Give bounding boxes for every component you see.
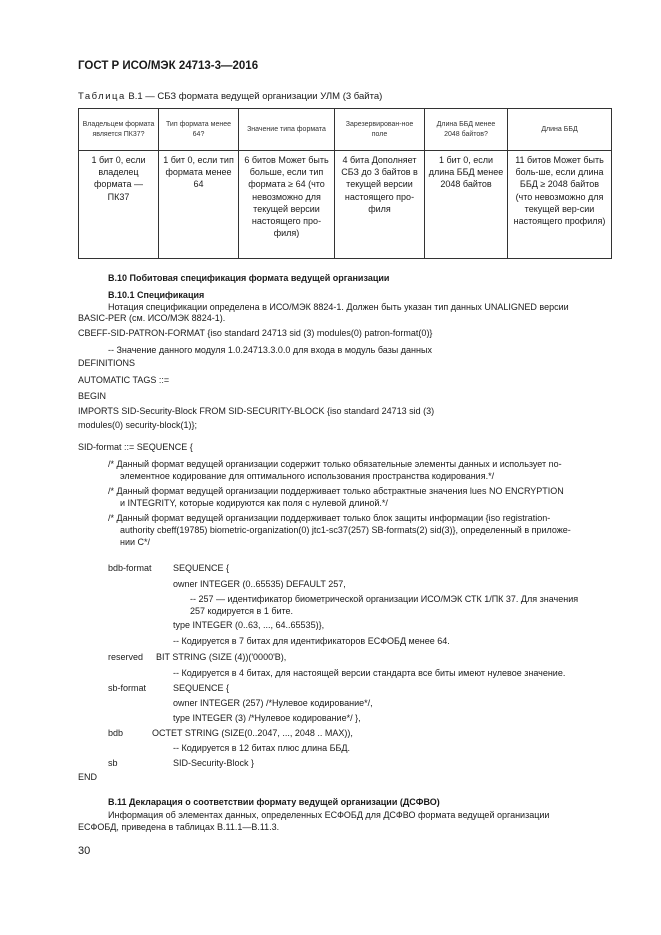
paragraph-line: BASIC-PER (см. ИСО/МЭК 8824-1). (78, 313, 226, 323)
code-comment: элементное кодирование для оптимального использования пространства кодирования.*/ (120, 471, 495, 481)
field-value: SID-Security-Block } (173, 758, 255, 768)
code-comment: -- 257 — идентификатор биометрической организации ИСО/МЭК СТК 1/ПК 37. Для значения (190, 594, 579, 604)
table-cell: 1 бит 0, если длина ББД менее 2048 байтов (425, 151, 508, 259)
table-header-cell: Владельцем формата является ПК37? (79, 109, 159, 151)
code-comment: /* Данный формат ведущей организации содержит только обязательные элементы данных и использует no- (108, 459, 562, 469)
document-header: ГОСТ Р ИСО/МЭК 24713-3—2016 (78, 60, 259, 72)
table-caption (78, 91, 382, 102)
section-heading-b10-1: В.10.1 Спецификация (108, 290, 205, 300)
code-comment: 257 кодируется в 1 бите. (190, 606, 294, 616)
code-comment: -- Значение данного модуля 1.0.24713.3.0.0 для входа в модуль базы данных (108, 345, 432, 355)
code-comment: authority cbeff(19785) biometric-organization(0) jtc1-sc37(257) SB-formats(2) sid(3)}, определенный в приложе- (120, 525, 571, 535)
table-cell: 11 битов Может быть боль-ше, если длина ББД ≥ 2048 байтов (что невозможно для текущей вер-сии настоящего профиля) (508, 151, 612, 259)
field-name: sb (108, 758, 118, 768)
field-value: SEQUENCE { (173, 683, 230, 693)
code-line: SID-format ::= SEQUENCE { (78, 442, 193, 452)
field-value: BIT STRING (SIZE (4))('0000'B), (156, 652, 287, 662)
field-value: owner INTEGER (0..65535) DEFAULT 257, (173, 579, 346, 589)
format-table (78, 108, 612, 259)
code-comment: -- Кодируется в 12 битах плюс длина ББД. (173, 743, 351, 753)
field-value: type INTEGER (3) /*Нулевое кодирование*/ }, (173, 713, 361, 723)
code-line: END (78, 772, 98, 782)
field-value: owner INTEGER (257) /*Нулевое кодирование*/, (173, 698, 373, 708)
table-header-cell: Значение типа формата (239, 109, 335, 151)
paragraph-line: Нотация спецификации определена в ИСО/МЭК 8824-1. Должен быть указан тип данных UNALIGNED версии (108, 302, 569, 312)
paragraph-line: Информация об элементах данных, определенных ЕСФОБД для ДСФВО формата ведущей организации (108, 810, 550, 820)
code-comment: -- Кодируется в 7 битах для идентификаторов ЕСФОБД менее 64. (173, 636, 450, 646)
code-line: CBEFF-SID-PATRON-FORMAT {iso standard 24713 sid (3) modules(0) patron-format(0)} (78, 328, 433, 338)
field-value: OCTET STRING (SIZE(0..2047, ..., 2048 .. MAX)), (152, 728, 353, 738)
code-line: modules(0) security-block(1)}; (78, 420, 198, 430)
code-comment: -- Кодируется в 4 битах, для настоящей версии стандарта все биты имеют нулевое значение. (173, 668, 566, 678)
table-caption-label: Таблица (78, 91, 126, 102)
paragraph-line: ЕСФОБД, приведена в таблицах В.11.1—В.11.3. (78, 822, 280, 832)
field-name: bdb (108, 728, 124, 738)
code-comment: /* Данный формат ведущей организации поддерживает только блок защиты информации {iso registration- (108, 513, 551, 523)
table-row (79, 151, 612, 259)
code-line: BEGIN (78, 391, 107, 401)
field-name: reserved (108, 652, 144, 662)
field-value: SEQUENCE { (173, 563, 230, 573)
table-cell: 1 бит 0, если владелец формата — ПК37 (79, 151, 159, 259)
code-comment: /* Данный формат ведущей организации поддерживает только абстрактные значения lues NO ENCRYPTION (108, 486, 564, 496)
code-line: IMPORTS SID-Security-Block FROM SID-SECURITY-BLOCK {iso standard 24713 sid (3) (78, 406, 435, 416)
code-comment: и INTEGRITY, которые кодируются как поля с нулевой длиной.*/ (120, 498, 388, 508)
section-heading-b10: В.10 Побитовая спецификация формата ведущей организации (108, 273, 390, 283)
page-number: 30 (78, 845, 91, 857)
code-line: DEFINITIONS (78, 358, 136, 368)
table-header-cell: Тип формата менее 64? (159, 109, 239, 151)
table-cell: 4 бита Дополняет СБЗ до 3 байтов в текущей версии настоящего про-филя (335, 151, 425, 259)
table-header-cell: Длина ББД менее 2048 байтов? (425, 109, 508, 151)
table-caption-text: В.1 — СБЗ формата ведущей организации УЛМ (3 байта) (128, 91, 383, 102)
code-comment: нии С*/ (120, 537, 151, 547)
section-heading-b11: В.11 Декларация о соответствии формату ведущей организации (ДСФВО) (108, 797, 440, 807)
table-header-cell: Длина ББД (508, 109, 612, 151)
table-header-cell: Зарезервирован-ное поле (335, 109, 425, 151)
table-header-row (79, 109, 612, 151)
code-line: AUTOMATIC TAGS ::= (78, 375, 170, 385)
table-cell: 6 битов Может быть больше, если тип формата ≥ 64 (что невозможно для текущей версии настоящего про-филя) (239, 151, 335, 259)
field-name: bdb-format (108, 563, 152, 573)
field-value: type INTEGER (0..63, ..., 64..65535)}, (173, 620, 325, 630)
field-name: sb-format (108, 683, 147, 693)
table-cell: 1 бит 0, если тип формата менее 64 (159, 151, 239, 259)
